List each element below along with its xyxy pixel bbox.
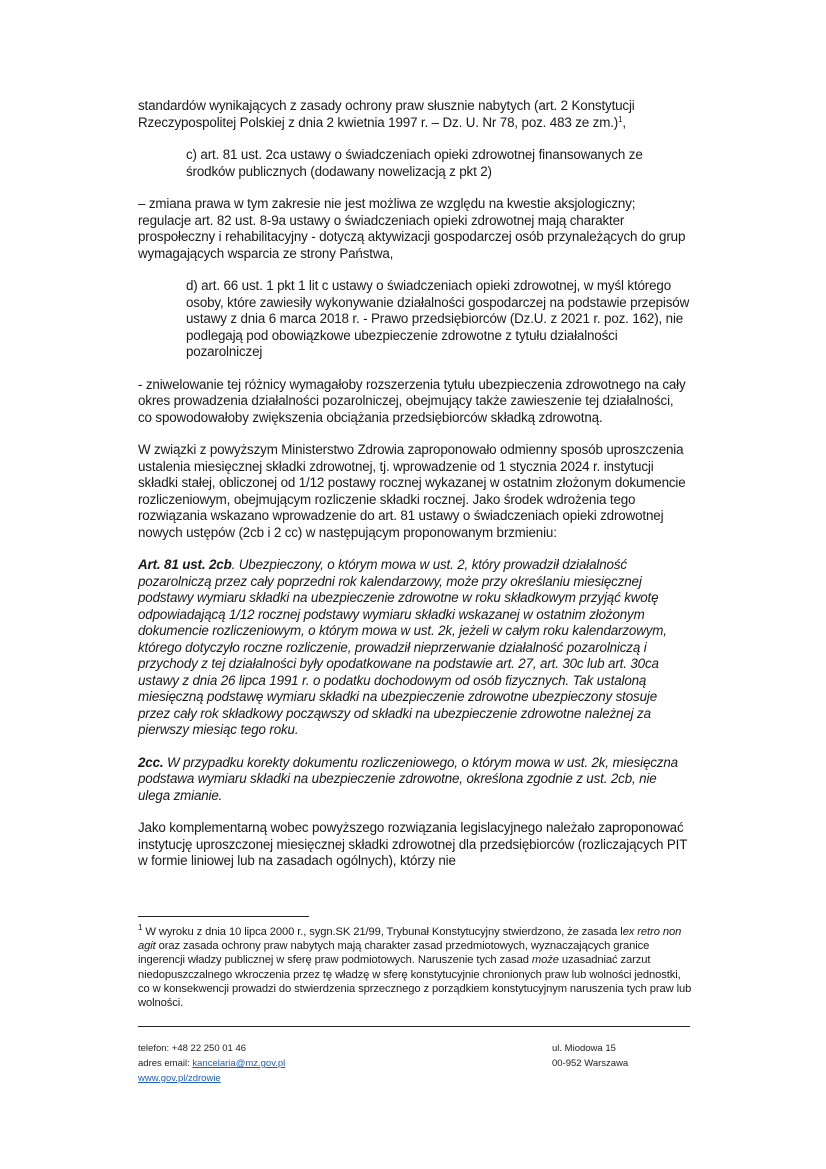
footnote-1 bbox=[138, 925, 693, 1010]
footer-divider bbox=[138, 1026, 690, 1027]
footer-address bbox=[552, 1041, 628, 1071]
paragraph-3: - zniwelowanie tej różnicy wymagałoby rozszerzenia tytułu ubezpieczenia zdrowotnego na cały okres prowadzenia działalności pozarolniczej, obejmujący także zawieszenie tej działalności, co spowodowałoby zwiększenia obciążania przedsiębiorców składką zdrowotną. bbox=[138, 376, 686, 425]
footer-city: 00-952 Warszawa bbox=[552, 1058, 629, 1069]
footer-street: ul. Miodowa 15 bbox=[552, 1043, 616, 1054]
article-2cc-label: 2cc. bbox=[138, 754, 164, 770]
paragraph-1-tail: , bbox=[622, 114, 626, 130]
footnote-italic-b: może bbox=[531, 954, 559, 967]
paragraph-5: Jako komplementarną wobec powyższego rozwiązania legislacyjnego należało zaproponować instytucję uproszczonej miesięcznej składki zdrowotnej dla przedsiębiorców (rozliczających PIT w formie liniowej lub na zasadach ogólnych), którzy nie bbox=[138, 820, 688, 868]
paragraph-1-text: standardów wynikających z zasady ochrony praw słusznie nabytych (art. 2 Konstytucji Rzeczypospolitej Polskiej z dnia 2 kwietnia 1997 r. – Dz. U. Nr 78, poz. 483 ze zm.) bbox=[138, 98, 635, 130]
article-2cc-text: W przypadku korekty dokumentu rozliczeniowego, o którym mowa w ust. 2k, miesięczna podstawa wymiaru składki na ubezpieczenie zdrowotne, określona zgodnie z ust. 2cb, nie ulega zmianie. bbox=[138, 754, 678, 803]
list-item-c: c) art. 81 ust. 2ca ustawy o świadczeniach opieki zdrowotnej finansowanych ze środków publicznych (dodawany nowelizacją z pkt 2) bbox=[186, 147, 643, 179]
article-2cc bbox=[138, 755, 690, 805]
paragraph-1 bbox=[138, 98, 690, 131]
footnote-text-b: oraz zasada ochrony praw nabytych mają charakter zasad przedmiotowych, wyznaczających granice ingerencji władzy publicznej w sferę praw podmiotowych. Naruszenie tych zasad bbox=[138, 940, 650, 967]
footnote bbox=[138, 925, 693, 1010]
article-2cb-label: Art. 81 ust. 2cb bbox=[138, 557, 232, 572]
paragraph-4: W związki z powyższym Ministerstwo Zdrowia zaproponowało odmienny sposób uproszczenia ustalenia miesięcznej składki zdrowotnej, tj. wprowadzenie od 1 stycznia 2024 r. instytucji składki stałej, obliczonej od 1/12 postawy rocznej wykazanej w ostatnim złożonym dokumencie rozliczeniowym, obejmującym rozliczenie składki rocznej. Jako środek wdrożenia tego rozwiązania wskazano wprowadzenie do art. 81 ustawy o świadczeniach opieki zdrowotnej nowych ustępów (2cb i 2 cc) w następującym proponowanym brzmieniu: bbox=[138, 442, 686, 540]
footer-email-line bbox=[138, 1056, 285, 1071]
paragraph-2: – zmiana prawa w tym zakresie nie jest możliwa ze względu na kwestie aksjologiczny; regulacje art. 82 ust. 8-9a ustawy o świadczeniach opieki zdrowotnej mają charakter prospołeczny i rehabilitacyjny - dotyczą aktywizacji gospodarczej osób przynależących do grup wymagających wsparcia ze strony Państwa, bbox=[138, 196, 686, 261]
email-link[interactable]: kancelaria@mz.gov.pl bbox=[192, 1058, 286, 1069]
footer-contact bbox=[138, 1041, 285, 1086]
footnote-italic-a: ex retro non agit bbox=[138, 926, 682, 953]
footer-email-label: adres email: bbox=[138, 1058, 193, 1069]
website-link[interactable]: www.gov.pl/zdrowie bbox=[138, 1073, 221, 1084]
footnote-ref[interactable]: 1 bbox=[618, 114, 623, 124]
footnote-separator bbox=[138, 916, 309, 917]
footer-phone: telefon: +48 22 250 01 46 bbox=[138, 1043, 247, 1054]
document-body bbox=[138, 98, 690, 870]
article-2cb bbox=[138, 557, 690, 739]
footnote-text-a: W wyroku z dnia 10 lipca 2000 r., sygn.SK 21/99, Trybunał Konstytucyjny stwierdzono, że zasada l bbox=[142, 926, 623, 938]
footnote-text-c: uzasadniać zarzut niedopuszczalnego wkroczenia przez tę władzę w sferę konstytucyjnie chronionych praw lub wolności jednostki, co w konsekwencji prowadzi do stwierdzenia sprzecznego z porządkiem konstytucyjnym naruszenia tych praw lub wolności. bbox=[138, 954, 692, 1010]
article-2cb-text: . Ubezpieczony, o którym mowa w ust. 2, który prowadził działalność pozarolniczą przez cały poprzedni rok kalendarzowy, może przy określaniu miesięcznej podstawy wymiaru składki na ubezpieczenie zdrowotne w roku składkowym przyjąć kwotę odpowiadającą 1/12 rocznej podstawy wymiaru składki wskazanej w ostatnim złożonym dokumencie rozliczeniowym, o którym mowa w ust. 2k, jeżeli w całym roku kalendarzowym, którego dotyczyło roczne rozliczenie, prowadził nieprzerwanie działalność pozarolniczą i przychody z tej działalności były opodatkowane na podstawie art. 27, art. 30c lub art. 30ca ustawy z dnia 26 lipca 1991 r. o podatku dochodowym od osób fizycznych. Tak ustaloną miesięczną podstawę wymiaru składki na ubezpieczenie zdrowotne ubezpieczony stosuje przez cały rok składkowy począwszy od składki na ubezpieczenie zdrowotne należnej za pierwszy miesiąc tego roku. bbox=[138, 557, 667, 737]
list-item-d: d) art. 66 ust. 1 pkt 1 lit c ustawy o świadczeniach opieki zdrowotnej, w myśl którego osoby, które zawiesiły wykonywanie działalności gospodarczej na podstawie przepisów ustawy z dnia 6 marca 2018 r. - Prawo przedsiębiorców (Dz.U. z 2021 r. poz. 162), nie podlegają pod obowiązkowe ubezpieczenie zdrowotne z tytułu działalności pozarolniczej bbox=[186, 278, 690, 359]
footnote-number: 1 bbox=[138, 923, 143, 932]
